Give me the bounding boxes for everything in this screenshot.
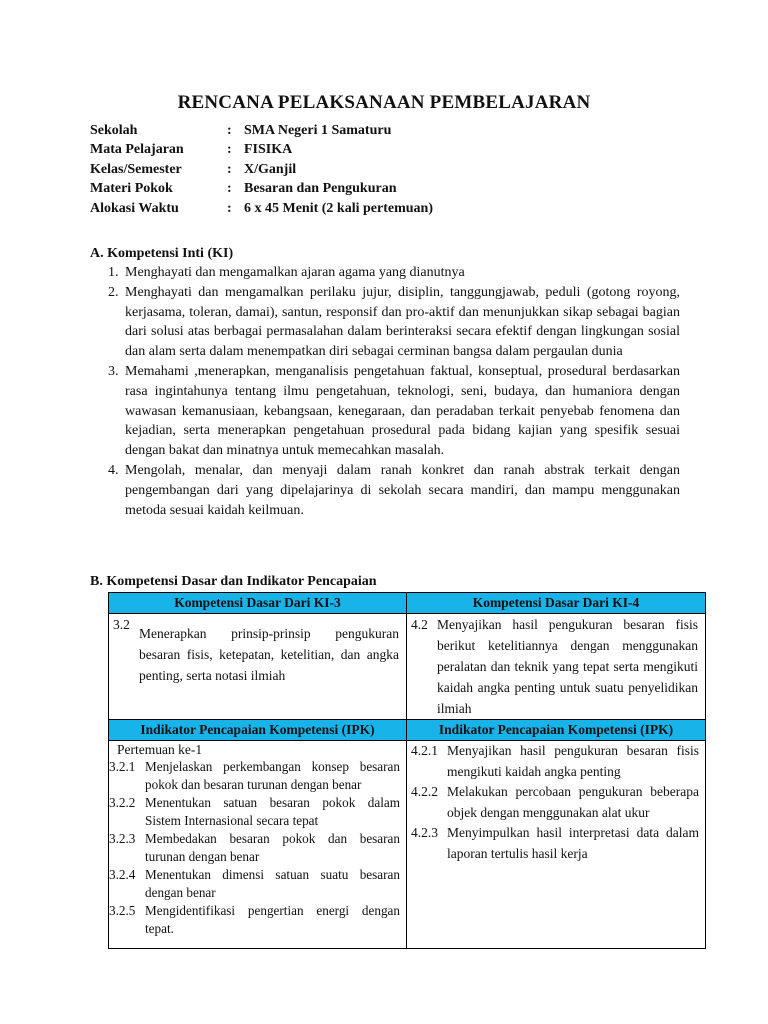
table-header-ipk-left: Indikator Pencapaian Kompetensi (IPK) — [109, 720, 407, 741]
document-title: RENCANA PELAKSANAAN PEMBELAJARAN — [177, 92, 591, 113]
identity-row-topic — [90, 180, 433, 200]
identity-value: 6 x 45 Menit (2 kali pertemuan) — [244, 200, 433, 216]
identity-label: Materi Pokok — [90, 181, 173, 197]
indicator-text: Membedakan besaran pokok dan besaran turunan dengan benar — [145, 831, 400, 864]
identity-label: Mata Pelajaran — [90, 142, 184, 158]
identity-row-school — [90, 121, 433, 141]
identity-colon: : — [227, 142, 232, 158]
table-header-ipk-right: Indikator Pencapaian Kompetensi (IPK) — [407, 720, 706, 741]
list-item — [90, 263, 680, 283]
table-header-kd3: Kompetensi Dasar Dari KI-3 — [109, 593, 407, 614]
indicator-code: 4.2.2 — [411, 784, 438, 799]
identity-label: Sekolah — [90, 122, 138, 138]
indicator-text: Menyajikan hasil pengukuran besaran fisis mengikuti kaidah angka penting — [447, 743, 699, 779]
indicator-code: 3.2.4 — [109, 867, 136, 882]
table-cell-ipk-left — [109, 741, 407, 949]
indicator-text: Menyimpulkan hasil interpretasi data dalam laporan tertulis hasil kerja — [447, 825, 699, 861]
identity-row-class — [90, 160, 433, 180]
identity-row-time — [90, 199, 433, 219]
section-core-competence — [90, 244, 680, 520]
table-row — [109, 720, 706, 741]
indicator-item — [109, 866, 406, 902]
competence-code: 4.2 — [411, 617, 428, 632]
list-item-text: Mengolah, menalar, dan menyaji dalam ranah konkret dan ranah abstrak terkait dengan pengembangan dari yang dipelajarinya di sekolah secara mandiri, dan mampu menggunakan metoda sesuai kaidah keilmuan. — [125, 462, 680, 518]
identity-colon: : — [227, 161, 232, 177]
indicator-code: 3.2.2 — [109, 795, 136, 810]
indicator-code: 4.2.1 — [411, 743, 438, 758]
table-row — [109, 593, 706, 614]
table-header-kd4: Kompetensi Dasar Dari KI-4 — [407, 593, 706, 614]
indicator-code: 3.2.3 — [109, 831, 136, 846]
indicator-text: Melakukan percobaan pengukuran beberapa objek dengan menggunakan alat ukur — [447, 784, 699, 820]
indicator-text: Menentukan dimensi satuan suatu besaran dengan benar — [145, 867, 400, 900]
identity-label: Alokasi Waktu — [90, 200, 179, 216]
identity-block — [90, 121, 433, 219]
identity-row-subject — [90, 141, 433, 161]
basic-competence-kd4 — [407, 614, 705, 719]
identity-colon: : — [227, 181, 232, 197]
table-cell-kd4 — [407, 614, 706, 720]
indicator-item — [109, 758, 406, 794]
identity-value: Besaran dan Pengukuran — [244, 181, 397, 197]
indicator-item — [407, 741, 705, 782]
table-row — [109, 614, 706, 720]
list-item-number: 2. — [108, 284, 119, 300]
indicator-item — [407, 823, 705, 864]
identity-value: X/Ganjil — [244, 161, 297, 177]
competence-table — [108, 592, 706, 949]
competence-text: Menyajikan hasil pengukuran besaran fisis berikut ketelitiannya dengan menggunakan peralatan dan teknik yang tepat serta mengikuti kaidah angka penting untuk suatu penyelidikan ilmiah — [437, 617, 698, 716]
identity-value: FISIKA — [244, 142, 293, 158]
list-item-number: 3. — [108, 363, 119, 379]
table-row — [109, 741, 706, 949]
list-item-number: 4. — [108, 462, 119, 478]
indicator-code: 3.2.1 — [109, 759, 136, 774]
indicator-item — [109, 902, 406, 938]
list-item — [90, 362, 680, 461]
list-item-number: 1. — [108, 265, 119, 280]
indicator-item — [407, 782, 705, 823]
list-item — [90, 283, 680, 362]
indicator-text: Menjelaskan perkembangan konsep besaran pokok dan besaran turunan dengan benar — [145, 759, 400, 792]
list-item-text: Menghayati dan mengamalkan ajaran agama yang dianutnya — [125, 265, 465, 280]
competence-code: 3.2 — [113, 617, 130, 632]
meeting-label: Pertemuan ke-1 — [117, 742, 203, 757]
basic-competence-kd3 — [109, 614, 406, 686]
identity-colon: : — [227, 200, 232, 216]
indicator-text: Mengidentifikasi pengertian energi dengan tepat. — [145, 903, 400, 936]
list-item — [90, 461, 680, 520]
list-item-text: Memahami ,menerapkan, menganalisis pengetahuan faktual, konseptual, prosedural berdasarkan rasa ingintahunya tentang ilmu pengetahuan, teknologi, seni, budaya, dan humaniora dengan wawasan kemanusiaan, kebangsaan, kenegaraan, dan peradaban terkait penyebab fenomena dan kejadian, serta menerapkan pengetahuan prosedural pada bidang kajian yang spesifik sesuai dengan bakat dan minatnya untuk memecahkan masalah. — [125, 363, 680, 459]
identity-value: SMA Negeri 1 Samaturu — [244, 122, 392, 138]
list-item-text: Menghayati dan mengamalkan perilaku jujur, disiplin, tanggungjawab, peduli (gotong royong, kerjasama, toleran, damai), santun, responsif dan pro-aktif dan menunjukkan sikap sebagai bagian dari solusi atas berbagai permasalahan dalam berinteraksi secara efektif dengan lingkungan sosial dan alam serta dalam menempatkan diri sebagai cerminan bangsa dalam pergaulan dunia — [125, 284, 680, 360]
table-cell-ipk-right — [407, 741, 706, 949]
table-cell-kd3 — [109, 614, 407, 720]
identity-colon: : — [227, 122, 232, 138]
indicator-item — [109, 830, 406, 866]
indicator-text: Menentukan satuan besaran pokok dalam Sistem Internasional secara tepat — [145, 795, 400, 828]
section-heading: A. Kompetensi Inti (KI) — [90, 246, 234, 261]
competence-text: Menerapkan prinsip-prinsip pengukuran besaran fisis, ketepatan, ketelitian, dan angka penting, serta notasi ilmiah — [139, 626, 399, 683]
core-competence-list — [90, 263, 680, 520]
indicator-code: 3.2.5 — [109, 903, 136, 918]
identity-label: Kelas/Semester — [90, 161, 182, 177]
section-heading: B. Kompetensi Dasar dan Indikator Pencapaian — [90, 574, 377, 589]
indicator-item — [109, 794, 406, 830]
indicator-code: 4.2.3 — [411, 825, 438, 840]
